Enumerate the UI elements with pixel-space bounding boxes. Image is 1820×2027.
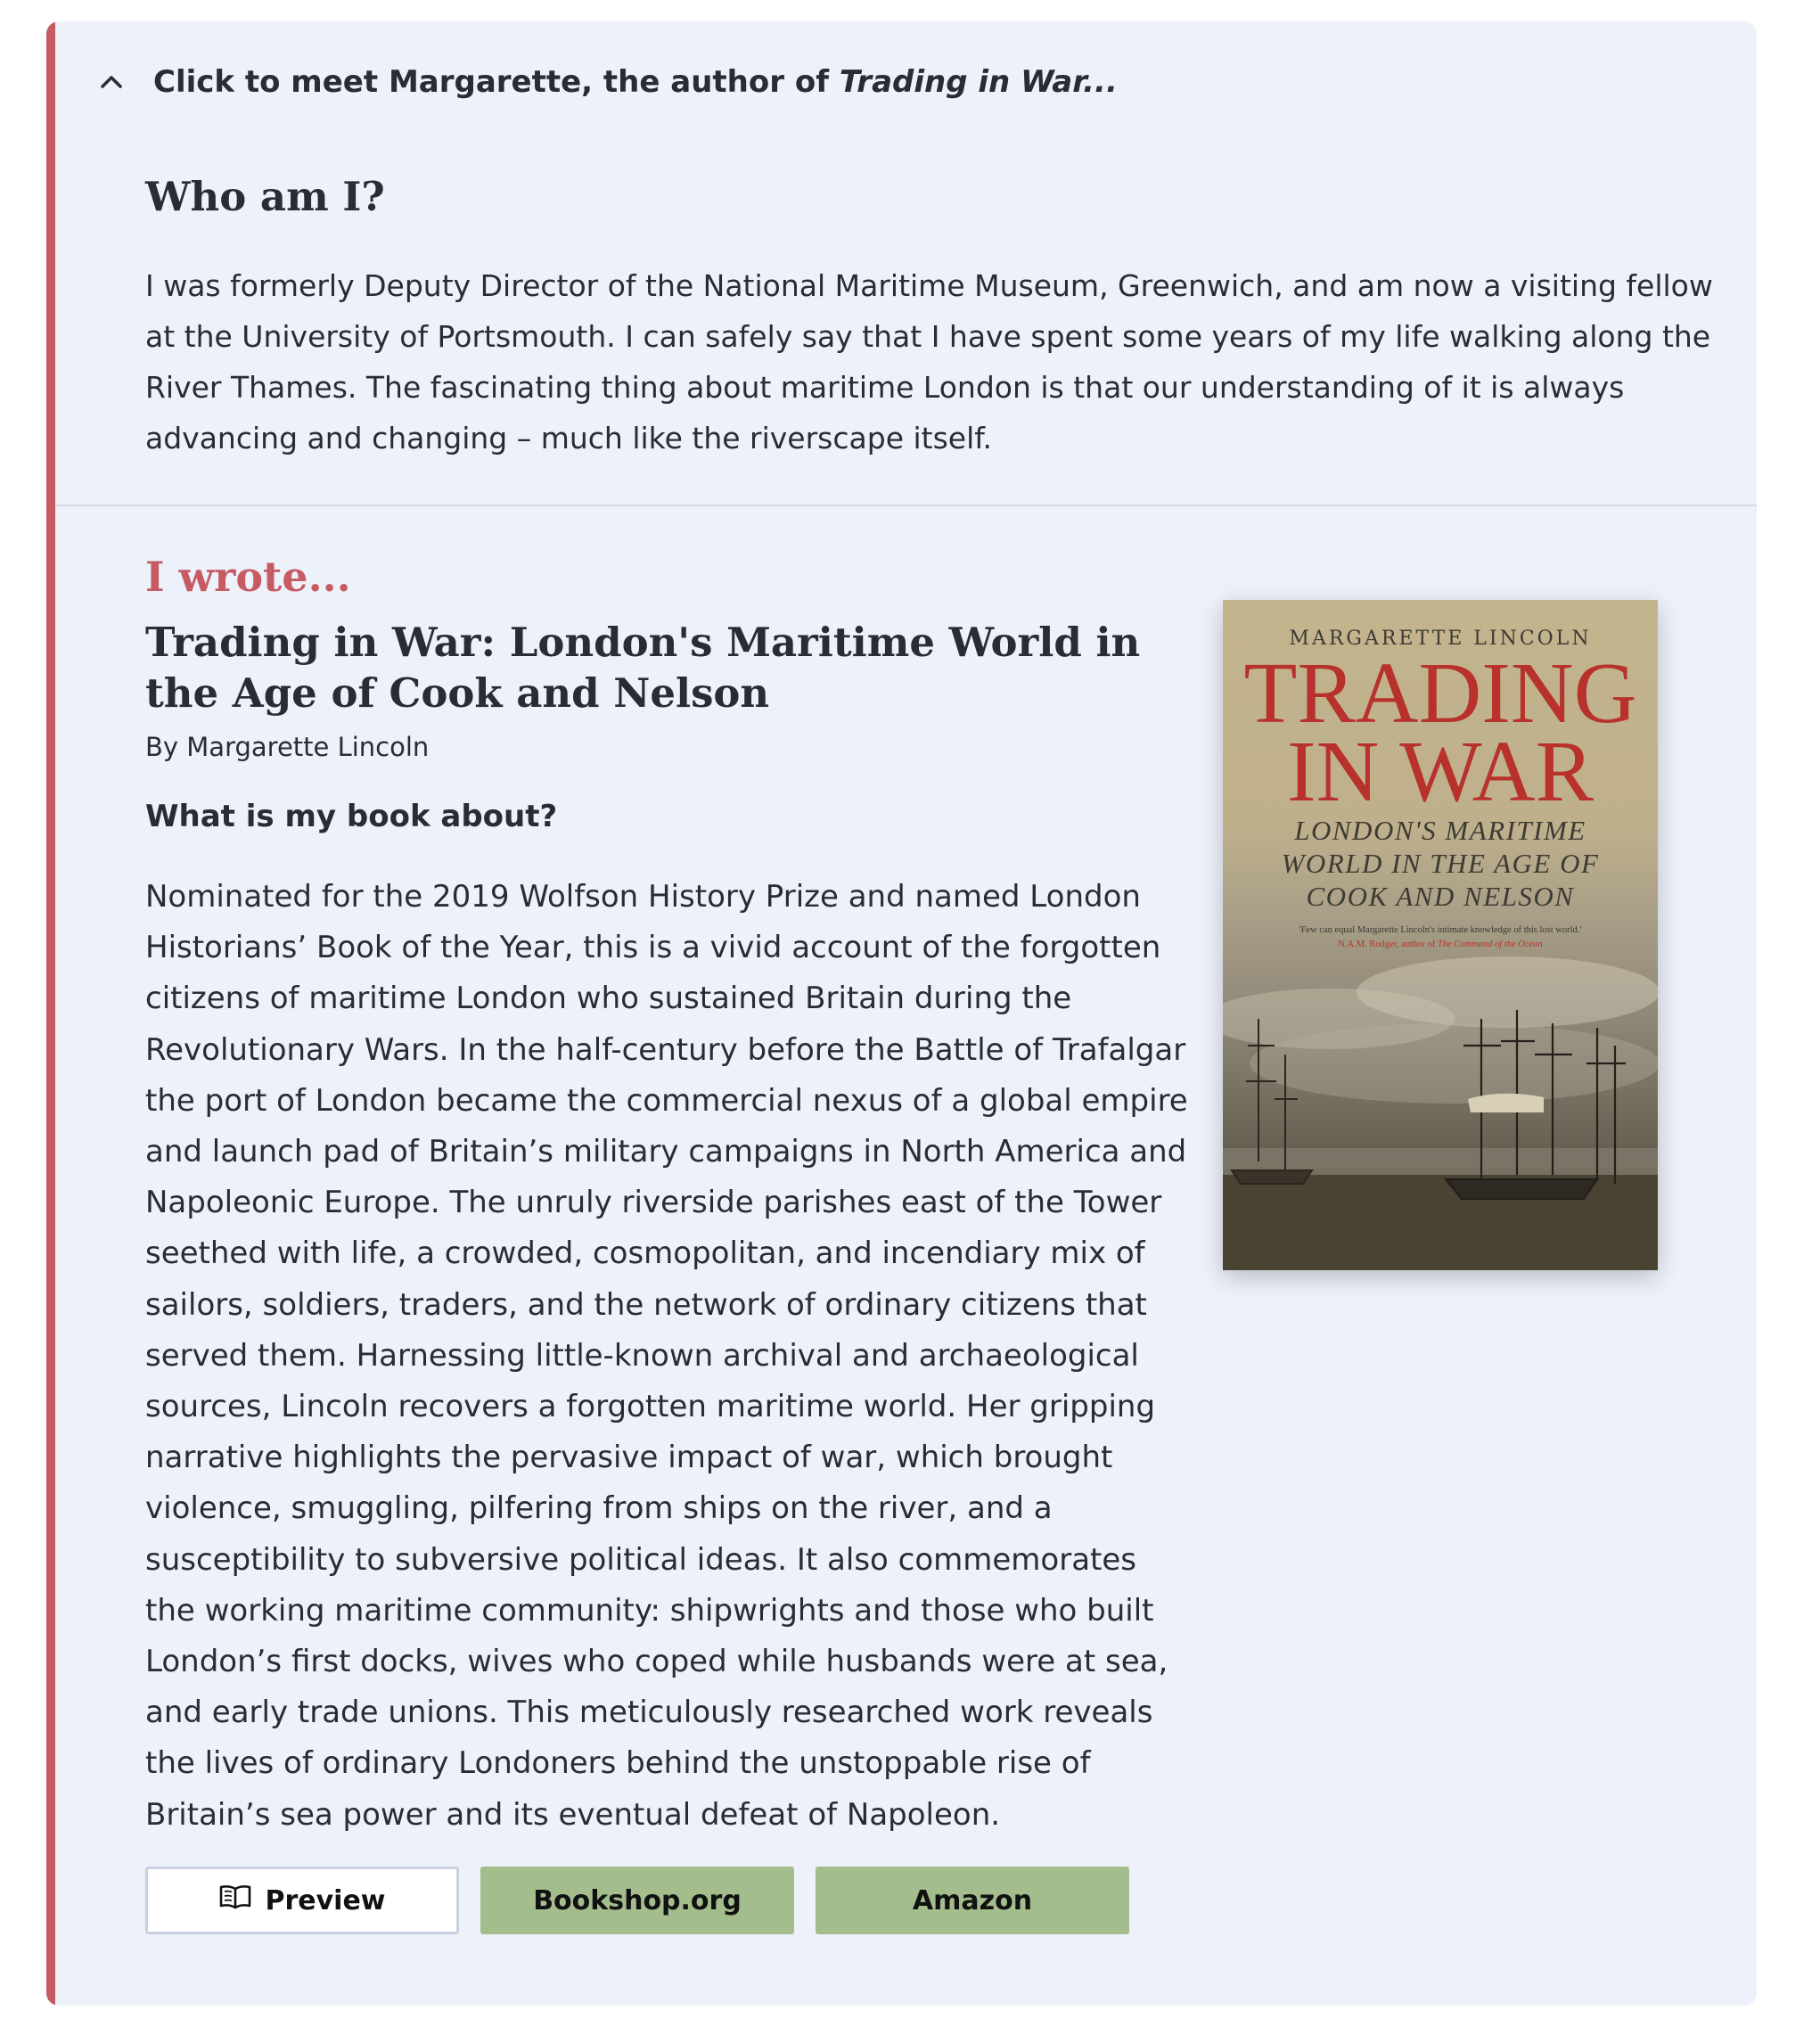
preview-button-label: Preview	[265, 1884, 386, 1916]
book-actions	[145, 1867, 1129, 1934]
cover-author: MARGARETTE LINCOLN	[1289, 628, 1592, 650]
author-card	[46, 21, 1757, 2006]
book-about-heading: What is my book about?	[145, 799, 558, 834]
cover-quote-attribution	[1338, 940, 1542, 949]
cover-subtitle-line-1: LONDON'S MARITIME	[1294, 815, 1586, 846]
toggle-label	[153, 64, 1118, 100]
preview-button[interactable]	[145, 1867, 459, 1934]
author-toggle[interactable]	[96, 55, 1118, 109]
amazon-button[interactable]	[816, 1867, 1129, 1934]
chevron-up-icon	[96, 67, 127, 97]
bookshop-button[interactable]	[480, 1867, 794, 1934]
cover-subtitle-line-2: WORLD IN THE AGE OF	[1281, 848, 1600, 879]
cover-attribution-name: N.A.M. Rodger, author of	[1338, 940, 1438, 949]
cover-subtitle-line-3: COOK AND NELSON	[1306, 881, 1575, 912]
author-bio: I was formerly Deputy Director of the National Maritime Museum, Greenwich, and am now a visiting fellow at the University of Portsmouth. I can safely say that I have spent some years of my life walking along the River Thames. The fascinating thing about maritime London is that our understanding of it is always advancing and changing – much like the riverscape itself.	[145, 268, 1713, 455]
book-cover[interactable]	[1223, 600, 1658, 1270]
toggle-book-title: Trading in War...	[839, 64, 1118, 100]
cover-title-line-1: TRADING	[1243, 645, 1637, 742]
book-byline: By Margarette Lincoln	[145, 732, 430, 762]
cover-title-line-2: IN WAR	[1287, 724, 1594, 820]
i-wrote-label: I wrote...	[145, 553, 351, 601]
amazon-button-label: Amazon	[912, 1884, 1033, 1916]
cover-attribution-work: The Command of the Ocean	[1437, 940, 1543, 949]
who-am-i-heading: Who am I?	[145, 173, 385, 220]
open-book-icon	[218, 1883, 252, 1917]
bookshop-button-label: Bookshop.org	[533, 1884, 742, 1916]
toggle-prefix: Click to meet Margarette, the author of	[153, 64, 840, 100]
accent-bar	[46, 21, 55, 2006]
section-divider	[55, 505, 1757, 506]
book-title: Trading in War: London's Maritime World in the Age of Cook and Nelson	[145, 619, 1141, 717]
cover-quote: 'Few can equal Margarette Lincoln's intimate knowledge of this lost world.'	[1299, 925, 1582, 935]
book-description: Nominated for the 2019 Wolfson History Prize and named London Historians’ Book of the Year, this is a vivid account of the forgotten citizens of maritime London who sustained Britain during the Revolutionary Wars. In the half-century before the Battle of Trafalgar the port of London became the commercial nexus of a global empire and launch pad of Britain’s military campaigns in North America and Napoleonic Europe. The unruly riverside parishes east of the Tower seethed with life, a crowded, cosmopolitan, and incendiary mix of sailors, soldiers, traders, and the network of ordinary citizens that served them. Harnessing little-known archival and archaeological sources, Lincoln recovers a forgotten maritime world. Her gripping narrative highlights the pervasive impact of war, which brought violence, smuggling, pilfering from ships on the river, and a susceptibility to subversive political ideas. It also commemorates the working maritime community: shipwrights and those who built London’s first docks, wives who coped while husbands were at sea, and early trade unions. This meticulously researched work reveals the lives of ordinary Londoners behind the unstoppable rise of Britain’s sea power and its eventual defeat of Napoleon.	[145, 879, 1188, 1833]
